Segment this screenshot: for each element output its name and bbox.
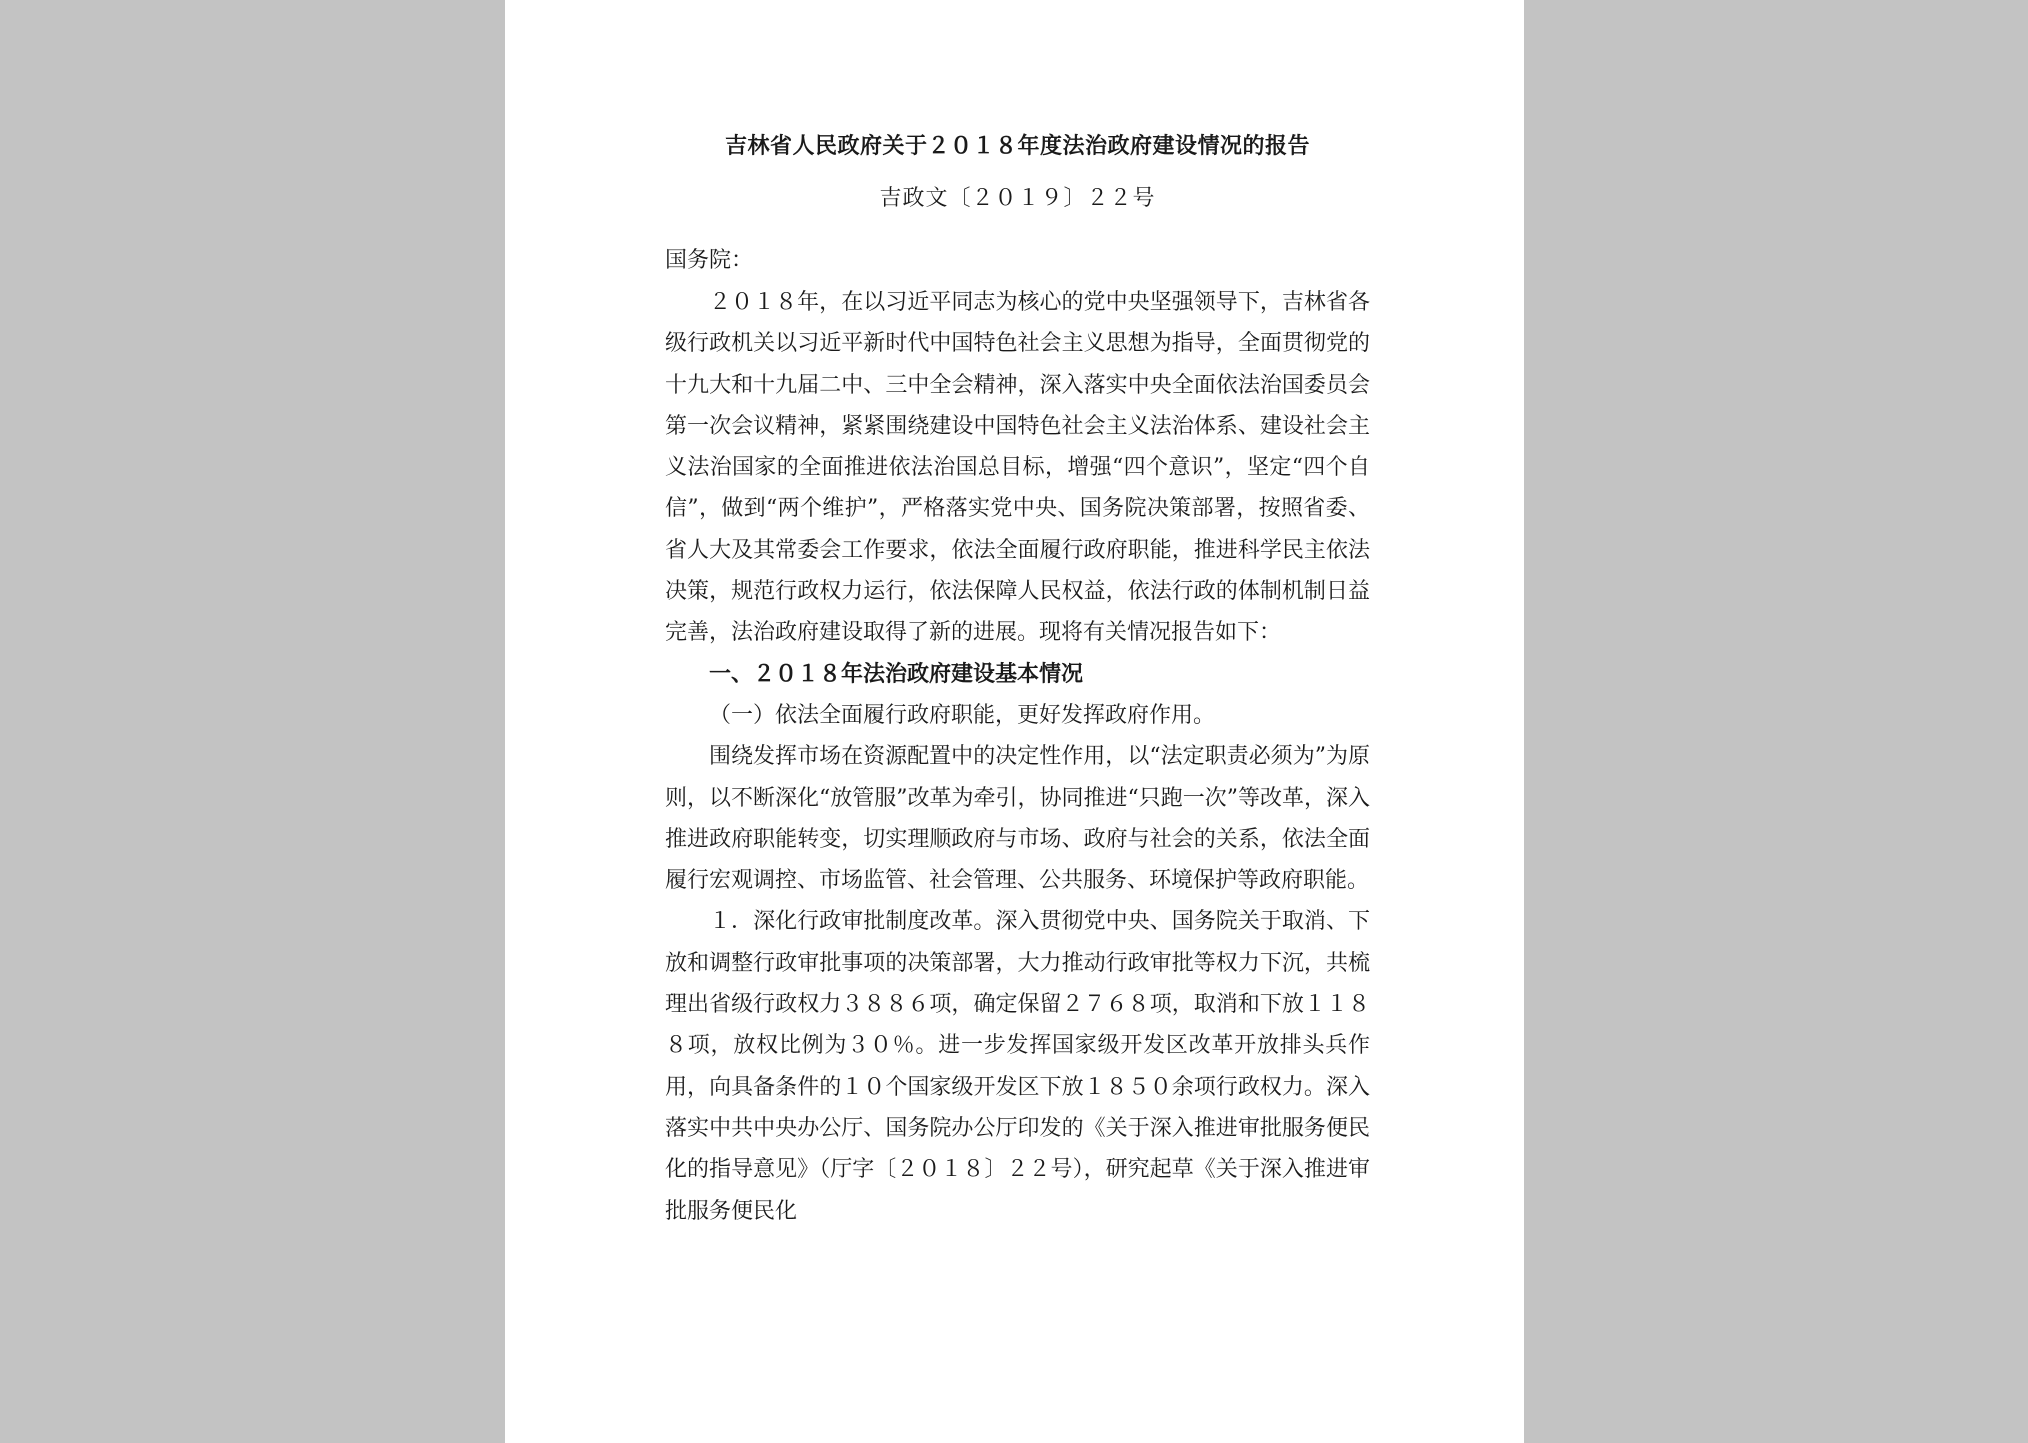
document-content — [665, 130, 1370, 1232]
section-heading-1: 一、２０１８年法治政府建设基本情况 — [709, 660, 1084, 687]
body-paragraph-2: 围绕发挥市场在资源配置中的决定性作用，以“法定职责必须为”为原则，以不断深化“放管服”改革为牵引，协同推进“只跑一次”等改革，深入推进政府职能转变，切实理顺政府与市场、政府与社会的关系，依法全面履行宏观调控、市场监管、社会管理、公共服务、环境保护等政府职能。 — [665, 744, 1370, 894]
intro-paragraph: ２０１８年，在以习近平同志为核心的党中央坚强领导下，吉林省各级行政机关以习近平新时代中国特色社会主义思想为指导，全面贯彻党的十九大和十九届二中、三中全会精神，深入落实中央全面依法治国委员会第一次会议精神，紧紧围绕建设中国特色社会主义法治体系、建设社会主义法治国家的全面推进依法治国总目标，增强“四个意识”，坚定“四个自信”，做到“两个维护”，严格落实党中央、国务院决策部署，按照省委、省人大及其常委会工作要求，依法全面履行政府职能，推进科学民主依法决策，规范行政权力运行，依法保障人民权益，依法行政的体制机制日益完善，法治政府建设取得了新的进展。现将有关情况报告如下： — [665, 290, 1370, 646]
document-title: 吉林省人民政府关于２０１８年度法治政府建设情况的报告 — [724, 133, 1310, 159]
subsection-heading-1-1: （一）依法全面履行政府职能，更好发挥政府作用。 — [709, 702, 1216, 728]
document-number: 吉政文〔２０１９〕２２号 — [879, 186, 1156, 211]
document-page — [505, 0, 1524, 1443]
salutation: 国务院： — [665, 248, 754, 273]
body-paragraph-3: １．深化行政审批制度改革。深入贯彻党中央、国务院关于取消、下放和调整行政审批事项的决策部署，大力推动行政审批等权力下沉，共梳理出省级行政权力３８８６项，确定保留２７６８项，取消和下放１１８８项，放权比例为３０％。进一步发挥国家级开发区改革开放排头兵作用，向具备条件的１０个国家级开发区下放１８５０余项行政权力。深入落实中共中央办公厅、国务院办公厅印发的《关于深入推进审批服务便民化的指导意见》（厅字〔２０１８〕２２号），研究起草《关于深入推进审批服务便民化 — [665, 909, 1370, 1224]
